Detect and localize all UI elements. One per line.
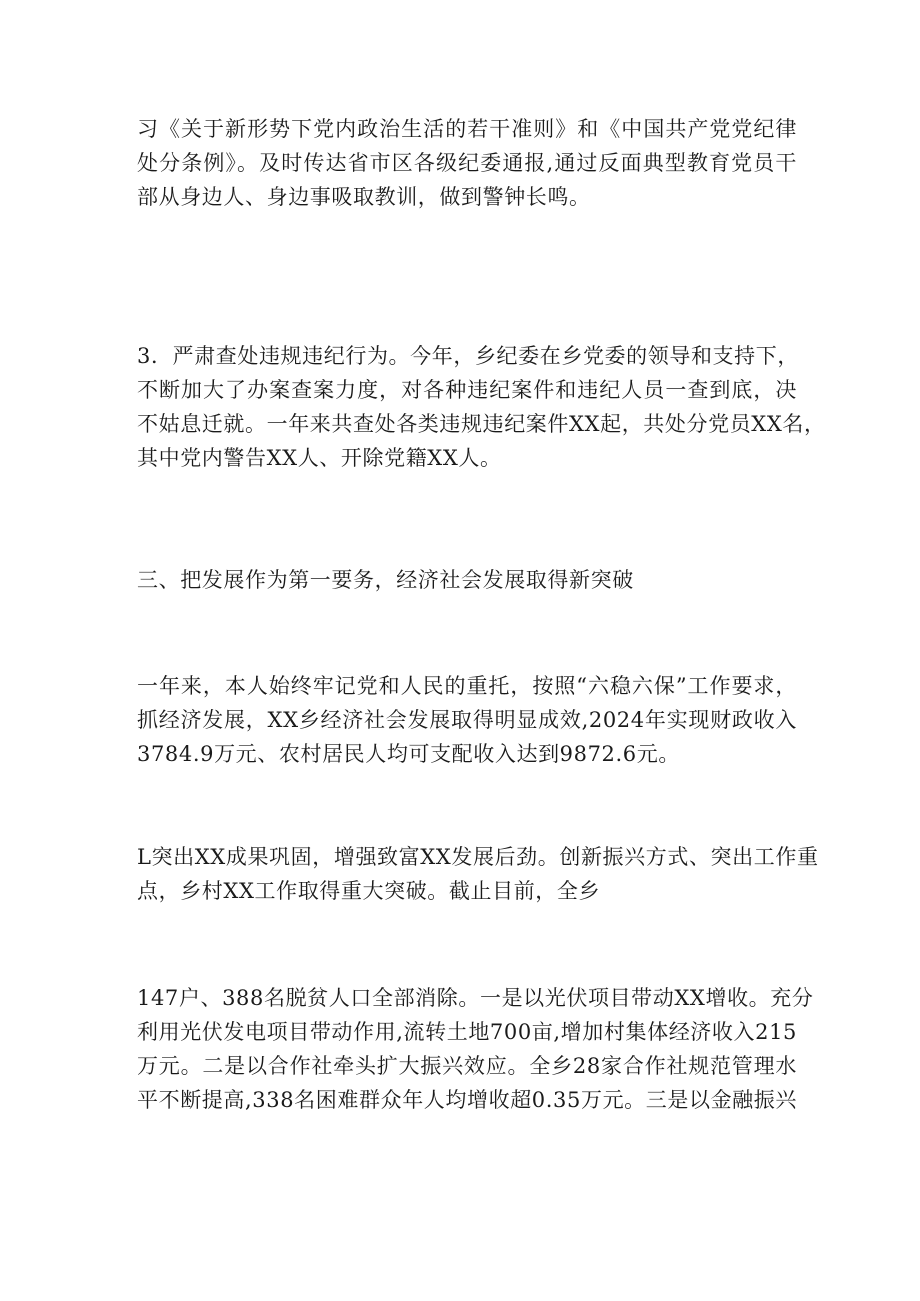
text-line: 利用光伏发电项目带动作用,流转土地700亩,增加村集体经济收入215 <box>137 1020 797 1044</box>
paragraph-discipline-cases <box>137 339 826 475</box>
text-line: 万元。二是以合作社牵头扩大振兴效应。全乡28家合作社规范管理水 <box>137 1054 797 1078</box>
text-line: 平不断提高,338名困难群众年人均增收超0.35万元。三是以金融振兴 <box>137 1088 797 1112</box>
text-line: 一年来，本人始终牢记党和人民的重托，按照“六稳六保”工作要求， <box>137 674 797 698</box>
paragraph-party-rules-study <box>137 112 797 214</box>
text-line: 处分条例》。及时传达省市区各级纪委通报,通过反面典型教育党员干 <box>137 151 797 175</box>
section-heading: 三、把发展作为第一要务，经济社会发展取得新突破 <box>137 568 634 592</box>
text-line: 点，乡村XX工作取得重大突破。截止目前，全乡 <box>137 879 601 903</box>
paragraph-achievement-consolidation <box>137 840 819 908</box>
paragraph-economic-summary <box>137 669 797 771</box>
text-line: 其中党内警告XX人、开除党籍XX人。 <box>137 446 502 470</box>
text-line: L突出XX成果巩固，增强致富XX发展后劲。创新振兴方式、突出工作重 <box>137 845 819 869</box>
text-line: 3．严肃查处违规违纪行为。今年，乡纪委在乡党委的领导和支持下， <box>137 344 799 368</box>
paragraph-poverty-measures <box>137 981 814 1117</box>
text-line: 习《关于新形势下党内政治生活的若干准则》和《中国共产党党纪律 <box>137 117 797 141</box>
text-line: 不姑息迁就。一年来共查处各类违规违纪案件XX起，共处分党员XX名， <box>137 412 826 436</box>
text-line: 抓经济发展，XX乡经济社会发展取得明显成效,2024年实现财政收入 <box>137 708 797 732</box>
text-line: 部从身边人、身边事吸取教训，做到警钟长鸣。 <box>137 185 591 209</box>
text-line: 147户、388名脱贫人口全部消除。一是以光伏项目带动XX增收。充分 <box>137 986 814 1010</box>
text-line: 3784.9万元、农村居民人均可支配收入达到9872.6元。 <box>137 742 680 766</box>
section-heading-development <box>137 563 797 597</box>
text-line: 不断加大了办案查案力度，对各种违纪案件和违纪人员一查到底，决 <box>137 378 797 402</box>
